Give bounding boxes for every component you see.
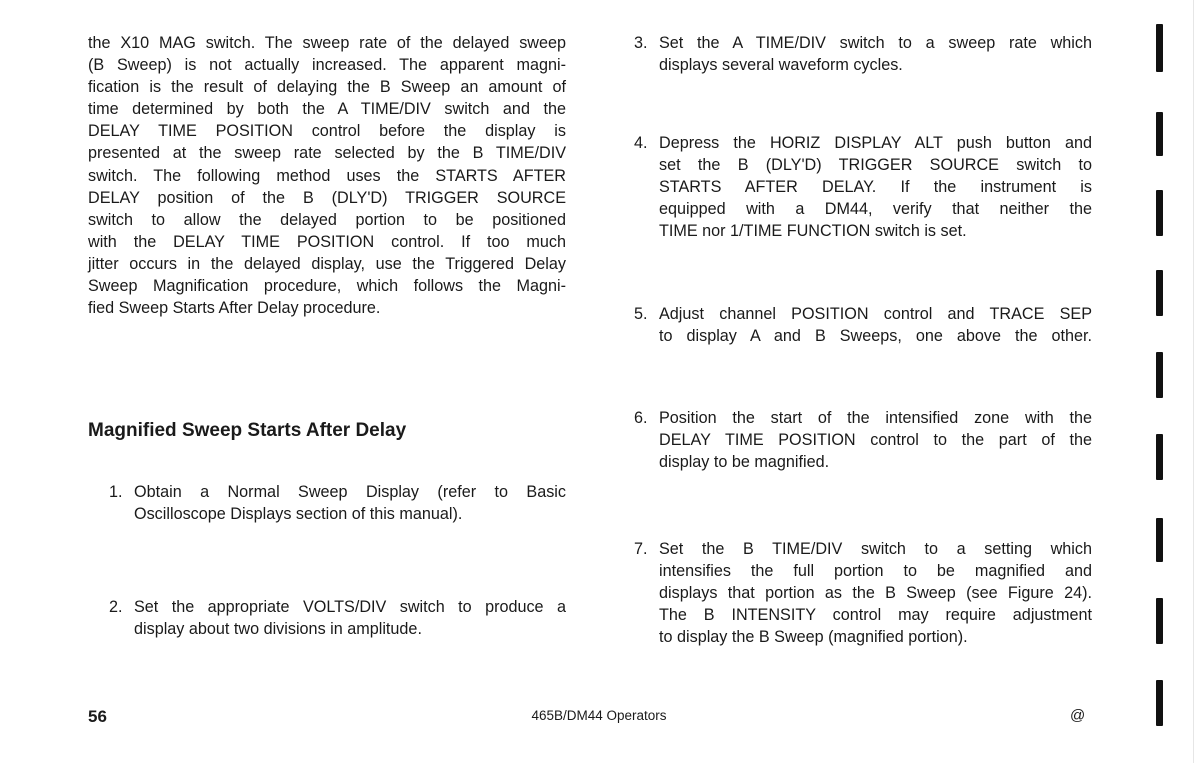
step-line: STARTS AFTER DELAY. If the instrument is bbox=[659, 178, 1092, 197]
step-number: 5. bbox=[634, 305, 648, 323]
step-line: Depress the HORIZ DISPLAY ALT push button and bbox=[659, 134, 1092, 152]
step-line: Oscilloscope Displays section of this manual). bbox=[134, 505, 463, 524]
binding-mark bbox=[1156, 518, 1163, 562]
step-line: equipped with a DM44, verify that neither the bbox=[659, 200, 1092, 219]
binding-mark bbox=[1156, 112, 1163, 156]
step-line: The B INTENSITY control may require adjustment bbox=[659, 606, 1092, 625]
intro-line: Sweep Magnification procedure, which follows the Magni- bbox=[88, 277, 566, 296]
intro-line: switch. The following method uses the STARTS AFTER bbox=[88, 166, 566, 185]
binding-mark bbox=[1156, 270, 1163, 316]
manual-title: 465B/DM44 Operators bbox=[531, 708, 667, 723]
intro-line: time determined by both the A TIME/DIV switch and the bbox=[88, 100, 566, 119]
step-line: TIME nor 1/TIME FUNCTION switch is set. bbox=[659, 222, 967, 241]
page-number: 56 bbox=[88, 707, 107, 726]
step-line: displays several waveform cycles. bbox=[659, 56, 903, 75]
step-line: DELAY TIME POSITION control to the part of the bbox=[659, 431, 1092, 450]
step-2 bbox=[109, 596, 566, 640]
binding-mark bbox=[1156, 190, 1163, 236]
binding-mark bbox=[1156, 434, 1163, 480]
binding-mark bbox=[1156, 352, 1163, 398]
step-number: 1. bbox=[109, 483, 123, 501]
intro-line: with the DELAY TIME POSITION control. If too much bbox=[88, 232, 566, 251]
step-line: display to be magnified. bbox=[659, 453, 830, 472]
step-line: Adjust channel POSITION control and TRACE SEP bbox=[659, 305, 1092, 323]
binding-marks bbox=[1156, 0, 1166, 763]
step-line: intensifies the full portion to be magnified and bbox=[659, 562, 1092, 581]
step-line: to display A and B Sweeps, one above the other. bbox=[659, 327, 1092, 346]
intro-line: DELAY TIME POSITION control before the display is bbox=[88, 122, 566, 141]
step-line: displays that portion as the B Sweep (see Figure 24). bbox=[659, 584, 1092, 603]
step-line: set the B (DLY'D) TRIGGER SOURCE switch to bbox=[659, 156, 1092, 175]
step-4 bbox=[634, 132, 1092, 242]
step-6 bbox=[634, 407, 1092, 473]
binding-mark bbox=[1156, 598, 1163, 644]
step-number: 2. bbox=[109, 598, 123, 616]
step-3 bbox=[634, 32, 1092, 76]
intro-line: the X10 MAG switch. The sweep rate of the delayed sweep bbox=[88, 34, 566, 52]
step-line: Set the appropriate VOLTS/DIV switch to produce a bbox=[134, 598, 566, 616]
step-5 bbox=[634, 303, 1092, 347]
step-line: display about two divisions in amplitude. bbox=[134, 620, 422, 639]
step-line: Position the start of the intensified zone with the bbox=[659, 409, 1092, 427]
step-line: Set the A TIME/DIV switch to a sweep rate which bbox=[659, 34, 1092, 52]
intro-paragraph bbox=[88, 32, 566, 319]
intro-line: presented at the sweep rate selected by the B TIME/DIV bbox=[88, 144, 566, 163]
step-number: 6. bbox=[634, 409, 648, 427]
intro-line: fied Sweep Starts After Delay procedure. bbox=[88, 299, 381, 318]
step-number: 4. bbox=[634, 134, 648, 152]
step-1 bbox=[109, 481, 566, 525]
intro-line: jitter occurs in the delayed display, use the Triggered Delay bbox=[88, 254, 566, 273]
section-heading: Magnified Sweep Starts After Delay bbox=[88, 420, 407, 441]
intro-line: switch to allow the delayed portion to be positioned bbox=[88, 210, 566, 229]
intro-line: fication is the result of delaying the B Sweep an amount of bbox=[88, 78, 566, 97]
binding-mark bbox=[1156, 24, 1163, 72]
footer-symbol: @ bbox=[1070, 707, 1086, 724]
step-number: 3. bbox=[634, 34, 648, 52]
intro-line: (B Sweep) is not actually increased. The apparent magni- bbox=[88, 56, 566, 75]
step-number: 7. bbox=[634, 540, 648, 558]
step-7 bbox=[634, 538, 1092, 648]
step-line: Obtain a Normal Sweep Display (refer to Basic bbox=[134, 483, 566, 501]
step-line: Set the B TIME/DIV switch to a setting which bbox=[659, 540, 1092, 558]
step-line: to display the B Sweep (magnified portion). bbox=[659, 628, 968, 647]
page-edge bbox=[1193, 0, 1194, 763]
intro-line: DELAY position of the B (DLY'D) TRIGGER SOURCE bbox=[88, 188, 566, 207]
binding-mark bbox=[1156, 680, 1163, 726]
